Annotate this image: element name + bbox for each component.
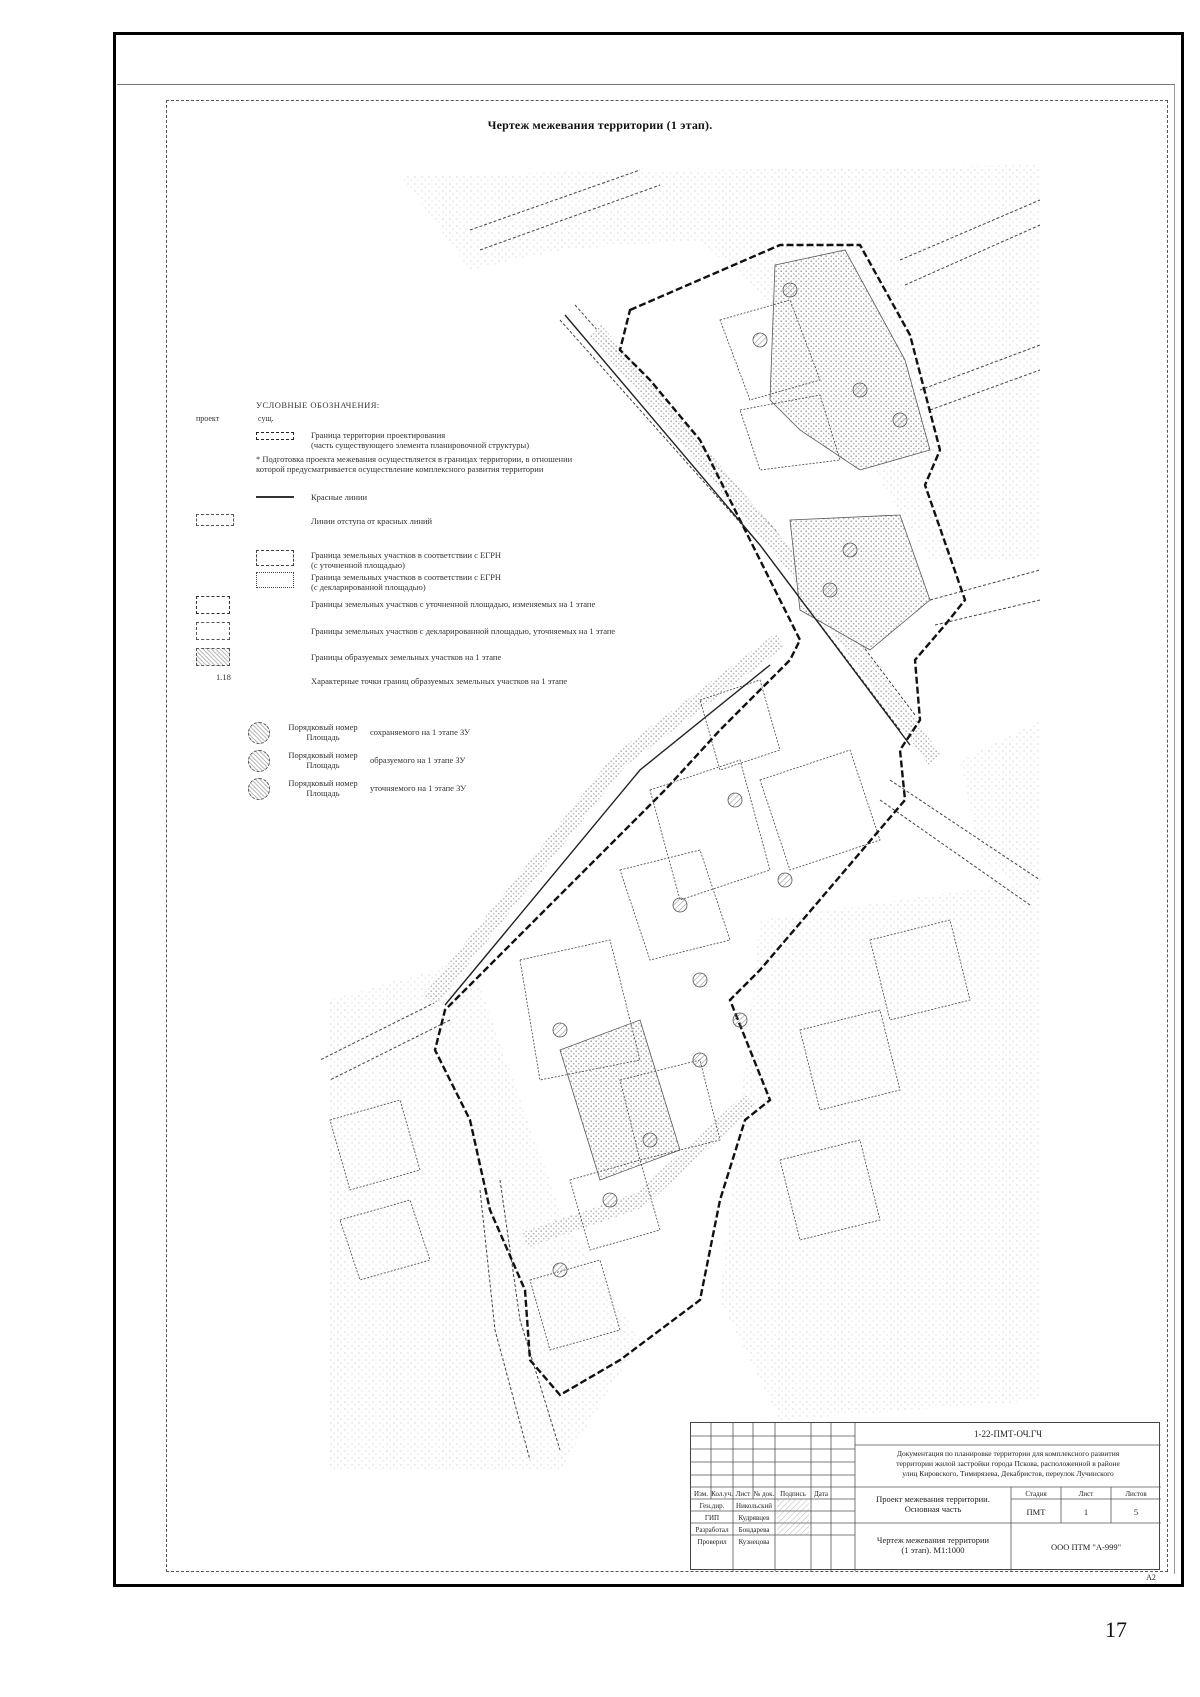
- format-label: А2: [1146, 1573, 1156, 1582]
- egrn-declared-symbol: [256, 572, 294, 588]
- organization: ООО ПТМ "А-999": [1050, 1542, 1122, 1552]
- stage-label: Стадия: [1025, 1490, 1047, 1498]
- head-cell: Дата: [814, 1490, 828, 1498]
- title-block: [690, 1422, 1160, 1582]
- role-name: Никольский: [736, 1502, 772, 1510]
- role-name: Бондарева: [738, 1526, 770, 1534]
- legend-text: Границы земельных участков с декларированной площадью, уточняемых на 1 этапе: [311, 626, 616, 636]
- parcel-circle-icon: [248, 778, 270, 800]
- sheet-label: Лист: [1078, 1490, 1094, 1498]
- legend-heading: УСЛОВНЫЕ ОБОЗНАЧЕНИЯ:: [256, 400, 380, 410]
- role-name: Кузнецова: [738, 1538, 770, 1546]
- role-name: Кудрявцев: [738, 1514, 770, 1522]
- head-cell: Лист: [735, 1490, 751, 1498]
- legend-text: Границы земельных участков с уточненной площадью, изменяемых на 1 этапе: [311, 599, 596, 609]
- sheet-value: 1: [1083, 1507, 1089, 1517]
- legend-text: Граница территории проектирования (часть существующего элемента планировочной структуры): [311, 430, 530, 450]
- section-name: Проект межевания территории. Основная часть: [876, 1494, 990, 1514]
- egrn-specified-symbol: [256, 550, 294, 566]
- parcel-circle-icon: [248, 722, 270, 744]
- formed-parcel-symbol: [196, 648, 230, 666]
- legend-text: Границы образуемых земельных участков на 1 этапе: [311, 652, 502, 662]
- document-code: 1-22-ПМТ-ОЧ.ГЧ: [974, 1429, 1042, 1439]
- dashed-boundary-symbol: [256, 432, 294, 440]
- point-marker: 1.18: [216, 672, 231, 682]
- head-cell: Подпись: [780, 1490, 806, 1498]
- role-label: ГИП: [704, 1514, 720, 1522]
- head-cell: № док.: [753, 1490, 775, 1498]
- terrain-texture: [330, 165, 1040, 1470]
- page-number: 17: [1105, 1617, 1127, 1642]
- project-name: Документация по планировке территории для комплексного развития территории жилой застройки города Пскова, расположенной в районе улиц Кировского, Тимирязева, Декабристов, переулок Лучинского: [896, 1449, 1120, 1478]
- changed-parcel-symbol: [196, 596, 230, 614]
- role-label: Проверил: [697, 1538, 727, 1546]
- role-label: Разработал: [695, 1526, 729, 1534]
- red-line-symbol: [256, 496, 294, 498]
- sheets-value: 5: [1133, 1507, 1139, 1517]
- drawing-title: Чертеж межевания территории (1 этап).: [487, 118, 713, 132]
- legend-text: Красные линии: [311, 492, 368, 502]
- specified-parcel-symbol: [196, 622, 230, 640]
- stage-value: ПМТ: [1026, 1507, 1046, 1517]
- legend-text: Линии отступа от красных линий: [311, 516, 433, 526]
- legend-text: Характерные точки границ образуемых земельных участков на 1 этапе: [311, 676, 568, 686]
- parcel-circle-icon: [248, 750, 270, 772]
- sheets-label: Листов: [1125, 1490, 1147, 1498]
- sheet-title: Чертеж межевания территории (1 этап). М1:1000: [876, 1535, 990, 1555]
- legend-col-project: проект: [196, 414, 220, 423]
- setback-symbol: [196, 514, 234, 526]
- legend-col-existing: сущ.: [258, 414, 274, 423]
- head-cell: Кол.уч.: [711, 1490, 733, 1498]
- head-cell: Изм.: [694, 1490, 708, 1498]
- role-label: Ген.дир.: [699, 1502, 725, 1510]
